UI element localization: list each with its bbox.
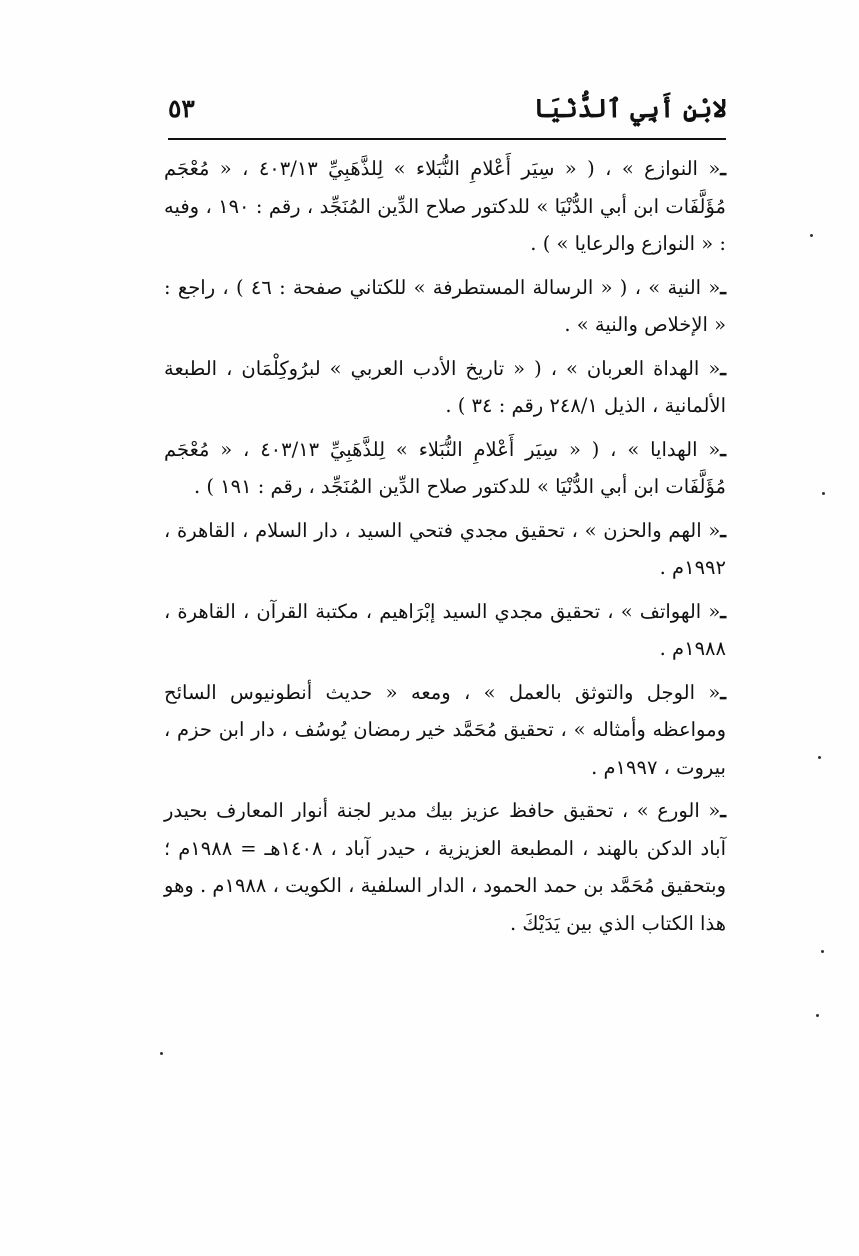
scan-speck <box>810 234 813 237</box>
bibliography-entry <box>164 792 726 942</box>
bibliography-entry <box>164 150 726 263</box>
bibliography-entry <box>164 431 726 506</box>
scan-speck <box>821 950 824 953</box>
entry-text: « النية » ، ( « الرسالة المستطرفة » للكتاني صفحة : ٤٦ ) ، راجع : « الإخلاص والنية » . <box>164 275 726 336</box>
entry-text: « الهم والحزن » ، تحقيق مجدي فتحي السيد ، دار السلام ، القاهرة ، ١٩٩٢م . <box>164 518 726 579</box>
page-number: ٥٣ <box>168 94 195 123</box>
entry-dash: ـ <box>720 275 726 299</box>
scan-speck <box>822 492 825 495</box>
scan-speck <box>818 756 821 759</box>
entry-text: « الوجل والتوثق بالعمل » ، ومعه « حديث أنطونيوس السائح ومواعظه وأمثاله » ، تحقيق مُحَمَّد خير رمضان يُوسُف ، دار ابن حزم ، بيروت ، ١٩٩٧م . <box>164 680 726 779</box>
scan-speck <box>816 1014 819 1017</box>
bibliography-list <box>164 150 726 948</box>
bibliography-entry <box>164 674 726 787</box>
entry-dash: ـ <box>720 799 726 822</box>
running-title: لابْنِ أَبِي ٱلدُّنْيَا <box>533 94 727 123</box>
entry-text: « النوازع » ، ( « سِيَر أَعْلامِ النُّبَلاء » لِلذَّهَبِيِّ ٤٠٣/١٣ ، « مُعْجَم مُؤَلَّفَات ابن أبي الدُّنْيَا » للدكتور صلاح الدِّين المُنَجِّد ، رقم : ١٩٠ ، وفيه : « النوازع والرعايا » ) . <box>164 157 726 255</box>
entry-text: « الورع » ، تحقيق حافظ عزيز بيك مدير لجنة أنوار المعارف بحيدر آباد الدكن بالهند ، المطبعة العزيزية ، حيدر آباد ، ١٤٠٨هـ = ١٩٨٨م ؛ وبتحقيق مُحَمَّد بن حمد الحمود ، الدار السلفية ، الكويت ، ١٩٨٨م . وهو هذا الكتاب الذي بين يَدَيْكَ . <box>164 799 726 935</box>
scan-speck <box>160 1052 163 1055</box>
entry-text: « الهواتف » ، تحقيق مجدي السيد إبْرَاهيم ، مكتبة القرآن ، القاهرة ، ١٩٨٨م . <box>164 599 726 660</box>
entry-dash: ـ <box>720 437 726 461</box>
entry-dash: ـ <box>720 356 726 380</box>
entry-dash: ـ <box>720 680 726 704</box>
entry-dash: ـ <box>720 518 726 542</box>
entry-dash: ـ <box>720 599 726 623</box>
bibliography-entry <box>164 350 726 425</box>
entry-text: « الهداة العربان » ، ( « تاريخ الأدب العربي » لبرُوكِلْمَان ، الطبعة الألمانية ، الذيل ٢٤٨/١ رقم : ٣٤ ) . <box>164 356 726 417</box>
bibliography-entry <box>164 593 726 668</box>
entry-dash: ـ <box>720 157 726 180</box>
header-rule <box>168 138 726 140</box>
entry-text: « الهدايا » ، ( « سِيَر أَعْلامِ النُّبَلاء » لِلذَّهَبِيِّ ٤٠٣/١٣ ، « مُعْجَم مُؤَلَّفَات ابن أبي الدُّنْيَا » للدكتور صلاح الدِّين المُنَجِّد ، رقم : ١٩١ ) . <box>164 437 726 498</box>
bibliography-entry <box>164 512 726 587</box>
bibliography-entry <box>164 269 726 344</box>
